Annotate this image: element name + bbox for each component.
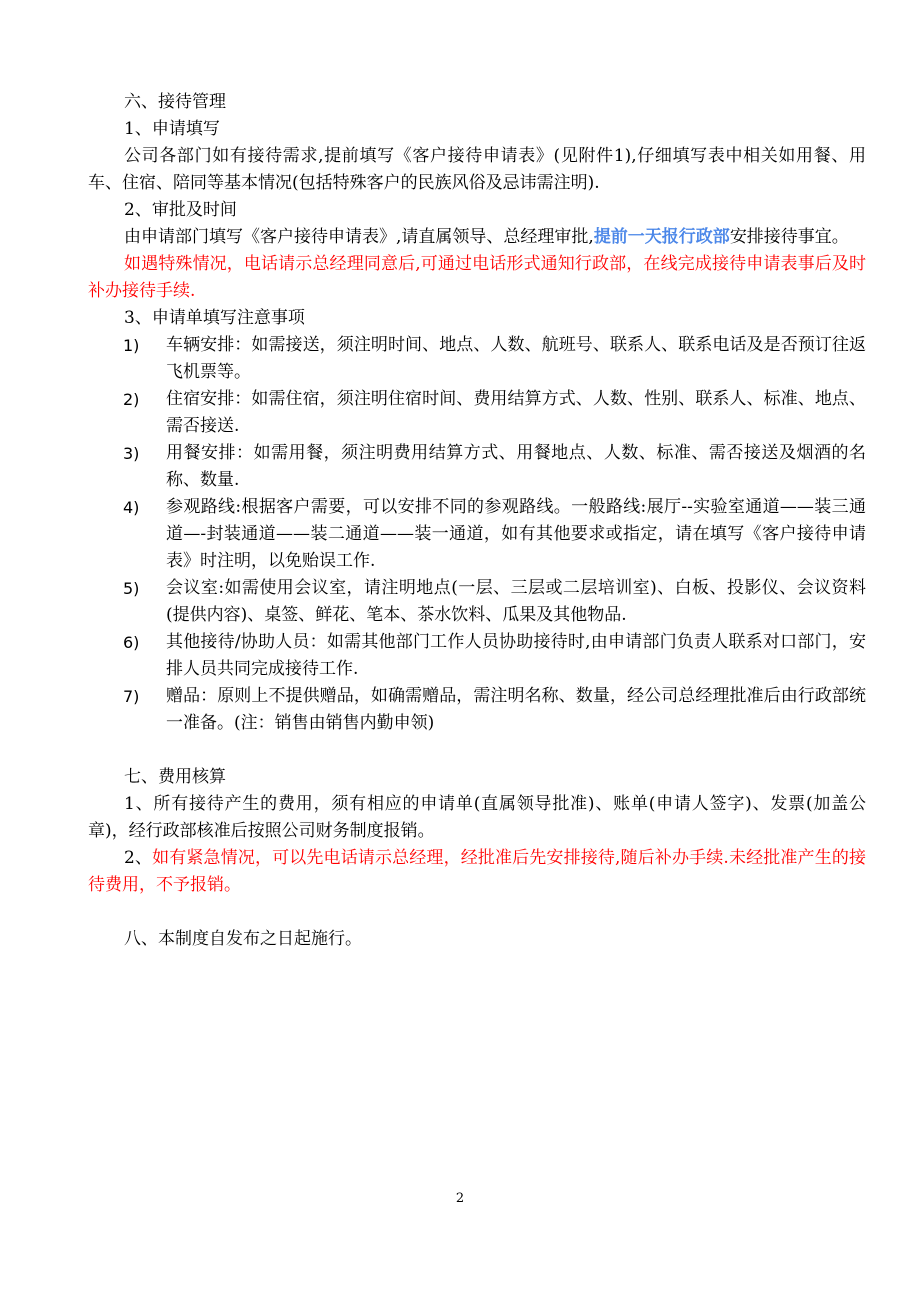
list-item-number: 7) xyxy=(123,687,140,706)
section6-heading: 六、接待管理 xyxy=(124,92,226,112)
notice-items-list xyxy=(88,332,866,737)
list-item-number: 1) xyxy=(123,336,140,355)
list-item-text: 赠品：原则上不提供赠品，如确需赠品，需注明名称、数量，经公司总经理批准后由行政部统一准备。(注：销售由销售内勤申领) xyxy=(166,686,866,733)
list-item xyxy=(88,440,866,494)
list-item xyxy=(88,683,866,737)
sub2-text-after: 安排接待事宜。 xyxy=(729,227,849,247)
list-item-number: 5) xyxy=(123,579,140,598)
list-item-number: 4) xyxy=(123,498,140,517)
sub2-text-before: 由申请部门填写《客户接待申请表》,请直属领导、总经理审批, xyxy=(124,227,594,247)
list-item xyxy=(88,386,866,440)
section6-sub2-text xyxy=(88,224,866,251)
section7-item2-prefix: 2、 xyxy=(124,848,153,868)
sub2-text-highlight: 提前一天报行政部 xyxy=(593,227,730,247)
page-number: 2 xyxy=(455,1191,465,1206)
paragraph-spacer xyxy=(88,737,866,764)
section8-heading: 八、本制度自发布之日起施行。 xyxy=(124,929,362,949)
section6-sub3-heading: 3、申请单填写注意事项 xyxy=(124,308,305,328)
document-body xyxy=(88,89,866,953)
section7-item2 xyxy=(88,845,866,899)
list-item-text: 住宿安排：如需住宿，须注明住宿时间、费用结算方式、人数、性别、联系人、标准、地点、需否接送. xyxy=(166,389,866,436)
section7-heading: 七、费用核算 xyxy=(124,767,226,787)
list-item-number: 2) xyxy=(123,390,140,409)
paragraph-spacer xyxy=(88,899,866,926)
special-case-note: 如遇特殊情况，电话请示总经理同意后,可通过电话形式通知行政部，在线完成接待申请表事后及时补办接待手续. xyxy=(88,254,866,301)
list-item xyxy=(88,332,866,386)
section7-item1: 1、所有接待产生的费用，须有相应的申请单(直属领导批准)、账单(申请人签字)、发票(加盖公章)，经行政部核准后按照公司财务制度报销。 xyxy=(88,794,866,841)
section7-item2-warning: 如有紧急情况，可以先电话请示总经理，经批准后先安排接待,随后补办手续.未经批准产生的接待费用，不予报销。 xyxy=(88,848,866,895)
list-item-text: 其他接待/协助人员：如需其他部门工作人员协助接待时,由申请部门负责人联系对口部门，安排人员共同完成接待工作. xyxy=(166,632,866,679)
list-item xyxy=(88,575,866,629)
section6-sub2-heading: 2、审批及时间 xyxy=(124,200,237,220)
section6-sub1-text: 公司各部门如有接待需求,提前填写《客户接待申请表》(见附件1),仔细填写表中相关如用餐、用车、住宿、陪同等基本情况(包括特殊客户的民族风俗及忌讳需注明). xyxy=(88,146,866,193)
list-item xyxy=(88,629,866,683)
list-item-text: 车辆安排：如需接送，须注明时间、地点、人数、航班号、联系人、联系电话及是否预订往返飞机票等。 xyxy=(166,335,866,382)
list-item xyxy=(88,494,866,575)
list-item-number: 6) xyxy=(123,633,140,652)
list-item-text: 用餐安排：如需用餐，须注明费用结算方式、用餐地点、人数、标准、需否接送及烟酒的名称、数量. xyxy=(166,443,866,490)
list-item-text: 参观路线:根据客户需要，可以安排不同的参观路线。一般路线:展厅--实验室通道——装三通道—-封装通道——装二通道——装一通道，如有其他要求或指定，请在填写《客户接待申请表》时注明，以免贻误工作. xyxy=(166,497,866,571)
list-item-text: 会议室:如需使用会议室，请注明地点(一层、三层或二层培训室)、白板、投影仪、会议资料(提供内容)、桌签、鲜花、笔本、茶水饮料、瓜果及其他物品. xyxy=(166,578,866,625)
section6-sub1-heading: 1、申请填写 xyxy=(124,119,220,139)
list-item-number: 3) xyxy=(123,444,140,463)
